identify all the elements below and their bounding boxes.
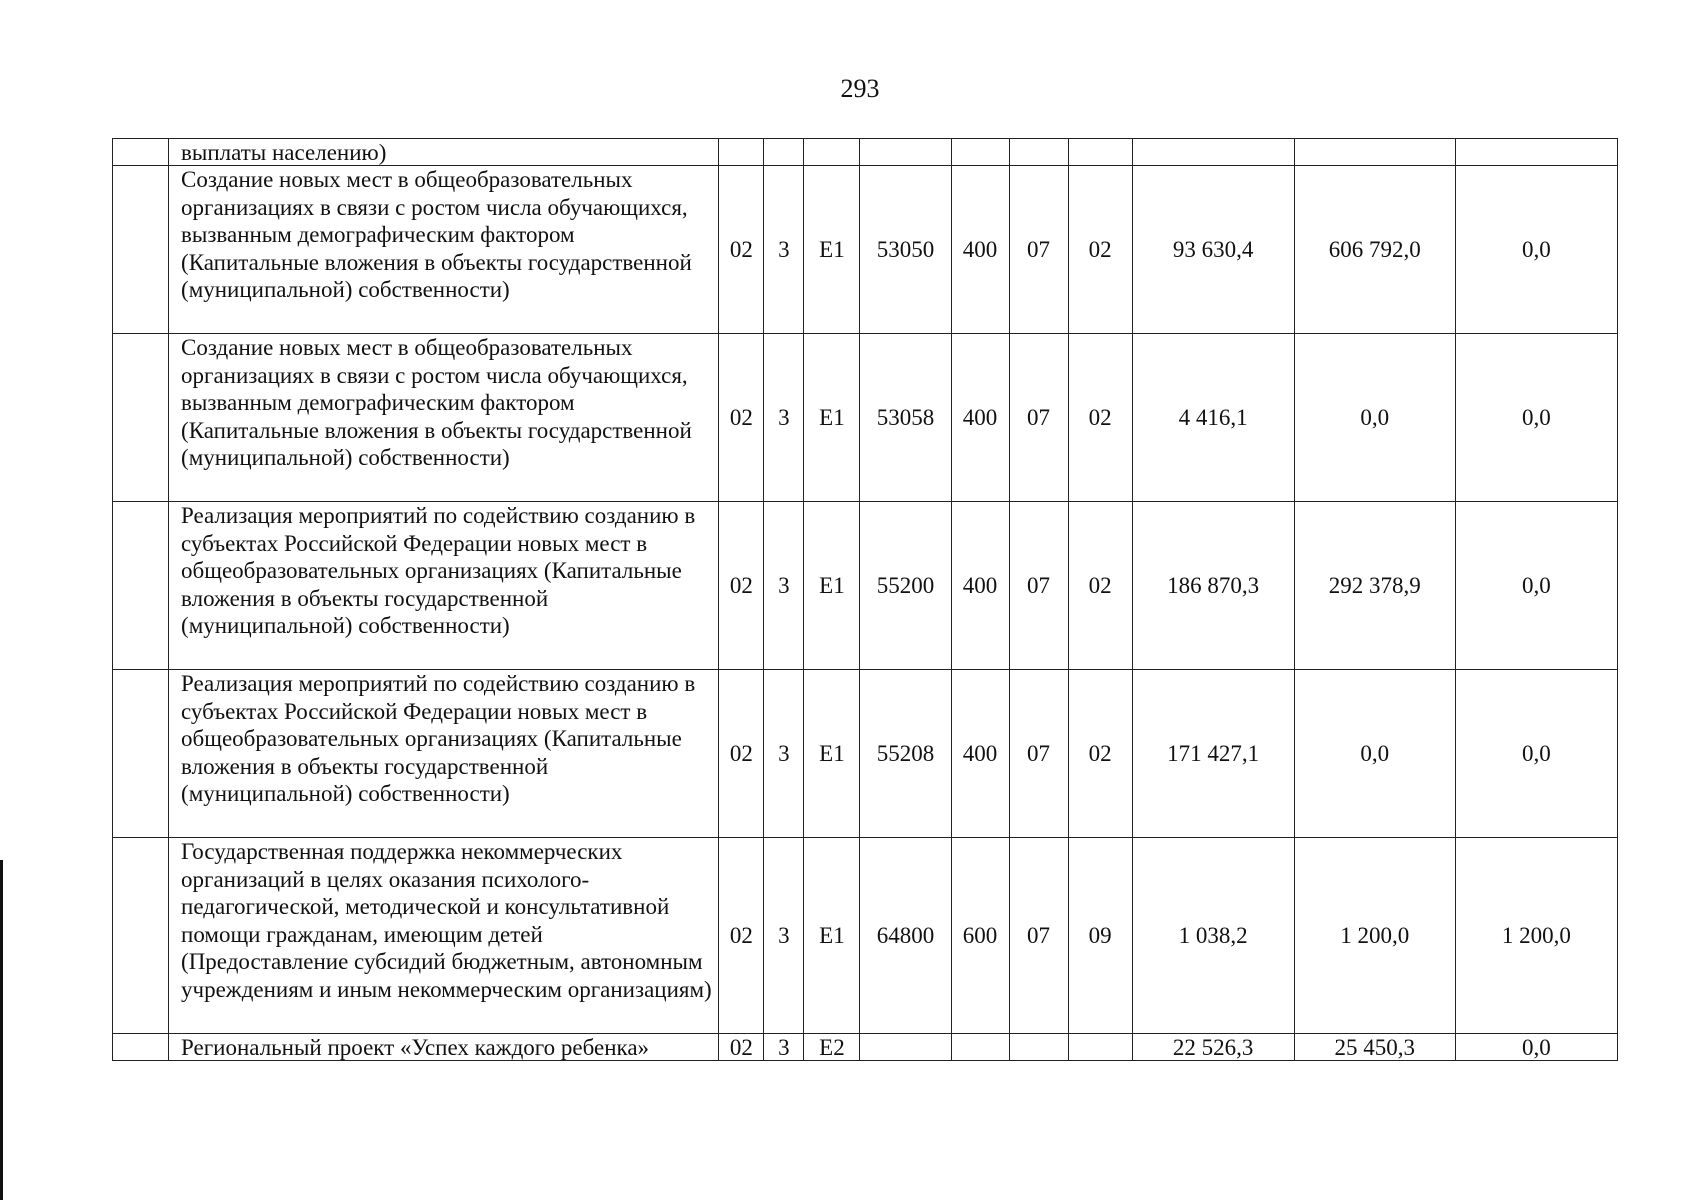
amount-cell: 4 416,1 bbox=[1132, 334, 1294, 502]
code-cell: 55200 bbox=[860, 502, 951, 670]
code-cell bbox=[764, 139, 804, 166]
item-name: Реализация мероприятий по содействию созданию в субъектах Российской Федерации новых мест в общеобразовательных организациях (Капитальные вложения в объекты государственной (муниципальной) собственности) bbox=[169, 670, 719, 838]
row-index-cell bbox=[113, 502, 169, 670]
code-cell: 53050 bbox=[860, 166, 951, 334]
amount-cell: 93 630,4 bbox=[1132, 166, 1294, 334]
amount-cell: 0,0 bbox=[1294, 334, 1455, 502]
code-cell: 3 bbox=[764, 838, 804, 1034]
amount-cell: 1 200,0 bbox=[1294, 838, 1455, 1034]
table-row bbox=[113, 838, 1618, 1034]
code-cell bbox=[719, 139, 764, 166]
code-cell bbox=[1068, 139, 1132, 166]
table-row bbox=[113, 334, 1618, 502]
amount-cell: 1 038,2 bbox=[1132, 838, 1294, 1034]
item-name: выплаты населению) bbox=[169, 139, 719, 166]
code-cell: 400 bbox=[951, 670, 1009, 838]
code-cell: E1 bbox=[804, 670, 860, 838]
code-cell: 02 bbox=[1068, 670, 1132, 838]
item-name: Региональный проект «Успех каждого ребенка» bbox=[169, 1034, 719, 1061]
code-cell: 600 bbox=[951, 838, 1009, 1034]
code-cell bbox=[804, 139, 860, 166]
row-index-cell bbox=[113, 1034, 169, 1061]
code-cell bbox=[1009, 1034, 1068, 1061]
amount-cell: 292 378,9 bbox=[1294, 502, 1455, 670]
amount-cell: 0,0 bbox=[1455, 166, 1617, 334]
code-cell: 02 bbox=[1068, 334, 1132, 502]
code-cell: 55208 bbox=[860, 670, 951, 838]
code-cell: 02 bbox=[719, 670, 764, 838]
code-cell: E1 bbox=[804, 334, 860, 502]
code-cell bbox=[860, 139, 951, 166]
code-cell bbox=[1068, 1034, 1132, 1061]
amount-cell: 0,0 bbox=[1455, 334, 1617, 502]
table-row bbox=[113, 166, 1618, 334]
table-row bbox=[113, 139, 1618, 166]
code-cell: 02 bbox=[1068, 502, 1132, 670]
item-name: Реализация мероприятий по содействию созданию в субъектах Российской Федерации новых мест в общеобразовательных организациях (Капитальные вложения в объекты государственной (муниципальной) собственности) bbox=[169, 502, 719, 670]
code-cell: E1 bbox=[804, 502, 860, 670]
code-cell: 400 bbox=[951, 334, 1009, 502]
code-cell: 07 bbox=[1009, 838, 1068, 1034]
amount-cell bbox=[1294, 139, 1455, 166]
amount-cell: 606 792,0 bbox=[1294, 166, 1455, 334]
amount-cell: 0,0 bbox=[1455, 1034, 1617, 1061]
page-number: 293 bbox=[840, 74, 880, 103]
amount-cell: 0,0 bbox=[1294, 670, 1455, 838]
code-cell: E1 bbox=[804, 166, 860, 334]
item-name: Создание новых мест в общеобразовательных организациях в связи с ростом числа обучающихся, вызванным демографическим фактором (Капитальные вложения в объекты государственной (муниципальной) собственности) bbox=[169, 334, 719, 502]
code-cell: 64800 bbox=[860, 838, 951, 1034]
table-row bbox=[113, 502, 1618, 670]
row-index-cell bbox=[113, 838, 169, 1034]
budget-table bbox=[112, 138, 1618, 1061]
code-cell bbox=[951, 1034, 1009, 1061]
code-cell: 02 bbox=[719, 1034, 764, 1061]
amount-cell: 22 526,3 bbox=[1132, 1034, 1294, 1061]
amount-cell bbox=[1455, 139, 1617, 166]
amount-cell: 1 200,0 bbox=[1455, 838, 1617, 1034]
code-cell: 3 bbox=[764, 334, 804, 502]
code-cell bbox=[1009, 139, 1068, 166]
code-cell: 07 bbox=[1009, 334, 1068, 502]
amount-cell: 25 450,3 bbox=[1294, 1034, 1455, 1061]
code-cell: 3 bbox=[764, 1034, 804, 1061]
code-cell: E1 bbox=[804, 838, 860, 1034]
code-cell: 02 bbox=[719, 334, 764, 502]
item-name: Создание новых мест в общеобразовательных организациях в связи с ростом числа обучающихся, вызванным демографическим фактором (Капитальные вложения в объекты государственной (муниципальной) собственности) bbox=[169, 166, 719, 334]
code-cell: 3 bbox=[764, 166, 804, 334]
amount-cell: 0,0 bbox=[1455, 670, 1617, 838]
row-index-cell bbox=[113, 670, 169, 838]
code-cell: 400 bbox=[951, 166, 1009, 334]
code-cell: 02 bbox=[719, 502, 764, 670]
item-name: Государственная поддержка некоммерческих организаций в целях оказания психолого-педагогической, методической и консультативной помощи гражданам, имеющим детей (Предоставление субсидий бюджетным, автономным учреждениям и иным некоммерческим организациям) bbox=[169, 838, 719, 1034]
code-cell bbox=[860, 1034, 951, 1061]
code-cell bbox=[951, 139, 1009, 166]
table-row bbox=[113, 670, 1618, 838]
amount-cell: 171 427,1 bbox=[1132, 670, 1294, 838]
code-cell: 09 bbox=[1068, 838, 1132, 1034]
code-cell: 02 bbox=[1068, 166, 1132, 334]
code-cell: 3 bbox=[764, 502, 804, 670]
code-cell: 07 bbox=[1009, 502, 1068, 670]
table-row bbox=[113, 1034, 1618, 1061]
amount-cell: 0,0 bbox=[1455, 502, 1617, 670]
row-index-cell bbox=[113, 166, 169, 334]
code-cell: E2 bbox=[804, 1034, 860, 1061]
row-index-cell bbox=[113, 139, 169, 166]
row-index-cell bbox=[113, 334, 169, 502]
amount-cell bbox=[1132, 139, 1294, 166]
code-cell: 07 bbox=[1009, 166, 1068, 334]
code-cell: 400 bbox=[951, 502, 1009, 670]
code-cell: 07 bbox=[1009, 670, 1068, 838]
binding-mark bbox=[0, 860, 3, 1200]
code-cell: 02 bbox=[719, 838, 764, 1034]
code-cell: 53058 bbox=[860, 334, 951, 502]
code-cell: 02 bbox=[719, 166, 764, 334]
amount-cell: 186 870,3 bbox=[1132, 502, 1294, 670]
code-cell: 3 bbox=[764, 670, 804, 838]
